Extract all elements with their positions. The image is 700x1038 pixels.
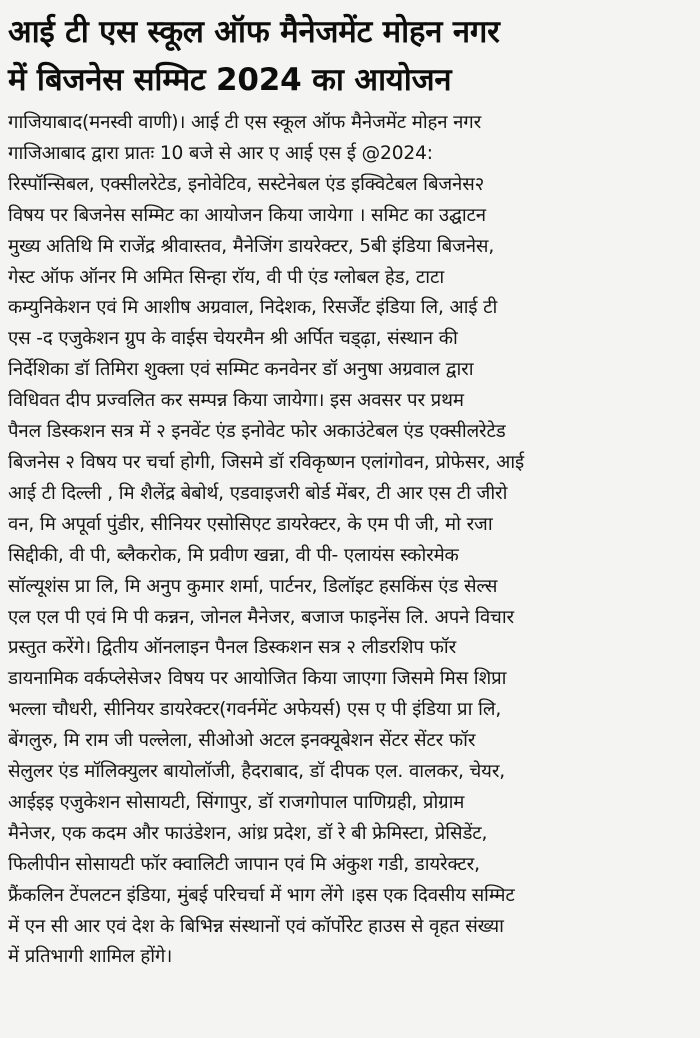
article-line: बेंगलुरु, मि राम जी पल्लेला, सीओओ अटल इनक्यूबेशन सेंटर सेंटर फॉर: [8, 730, 476, 752]
article-line: विधिवत दीप प्रज्वलित कर सम्पन्न किया जायेगा। इस अवसर पर प्रथम: [8, 390, 464, 412]
article-line: पैनल डिस्कशन सत्र में २ इनवेंट एंड इनोवेट फोर अकाउंटेबल एंड एक्सीलरेटेड: [8, 421, 506, 443]
article-line: रिस्पॉन्सिबल, एक्सीलरेटेड, इनोवेटिव, सस्टेनेबल एंड इक्विटेबल बिजनेस२: [8, 173, 485, 195]
article-line: में प्रतिभागी शामिल होंगे।: [8, 946, 173, 968]
article-line: फिलीपीन सोसायटी फॉर क्वालिटी जापान एवं मि अंकुश गडी, डायरेक्टर,: [8, 853, 480, 875]
article-line: बिजनेस २ विषय पर चर्चा होगी, जिसमे डॉ रविकृष्णन एलांगोवन, प्रोफेसर, आई: [8, 451, 524, 473]
article-line: प्रस्तुत करेंगे। द्वितीय ऑनलाइन पैनल डिस्कशन सत्र २ लीडरशिप फॉर: [8, 637, 457, 659]
article-line: गेस्ट ऑफ ऑनर मि अमित सिन्हा रॉय, वी पी एंड ग्लोबल हेड, टाटा: [8, 266, 445, 288]
article-line: आईइइ एजुकेशन सोसायटी, सिंगापुर, डॉ राजगोपाल पाणिग्रही, प्रोग्राम: [8, 791, 465, 813]
headline: [8, 0, 690, 104]
article-line: सेलुलर एंड मॉलिक्युलर बायोलॉजी, हैदराबाद, डॉ दीपक एल. वालकर, चेयर,: [8, 761, 506, 783]
article-line: फ्रैंकलिन टेंपलटन इंडिया, मुंबई परिचर्चा में भाग लेंगे ।इस एक दिवसीय सम्मिट: [8, 884, 515, 906]
article-line: आई टी दिल्ली , मि शैलेंद्र बेबोर्थ, एडवाइजरी बोर्ड मेंबर, टी आर एस टी जीरो: [8, 482, 508, 504]
article-line: कम्युनिकेशन एवं मि आशीष अग्रवाल, निदेशक, रिसर्जेंट इंडिया लि, आई टी: [8, 297, 498, 319]
article-line: निर्देशिका डॉ तिमिरा शुक्ला एवं सम्मिट कनवेनर डॉ अनुषा अग्रवाल द्वारा: [8, 359, 474, 381]
article-line: एस -द एजुकेशन ग्रुप के वाईस चेयरमैन श्री अर्पित चड्ढ़ा, संस्थान की: [8, 328, 458, 350]
article-line: सॉल्यूशंस प्रा लि, मि अनुप कुमार शर्मा, पार्टनर, डिलॉइट हसकिंस एंड सेल्स: [8, 575, 498, 597]
article-line: सिद्दीकी, वी पी, ब्लैकरोक, मि प्रवीण खन्ना, वी पी- एलायंस स्कोरमेक: [8, 544, 459, 566]
headline-line: में बिजनेस सम्मिट 2024 का आयोजन: [8, 62, 452, 98]
article-line: भल्ला चौधरी, सीनियर डायरेक्टर(गवर्नमेंट अफेयर्स) एस ए पी इंडिया प्रा लि,: [8, 699, 502, 721]
article-line: डायनामिक वर्कप्लेसेज२ विषय पर आयोजित किया जाएगा जिसमे मिस शिप्रा: [8, 668, 507, 690]
article-line: मुख्य अतिथि मि राजेंद्र श्रीवास्तव, मैनेजिंग डायरेक्टर, 5बी इंडिया बिजनेस,: [8, 235, 495, 257]
headline-line: आई टी एस स्कूल ऑफ मैनेजमेंट मोहन नगर: [8, 14, 500, 50]
article-line: में एन सी आर एवं देश के बिभिन्न संस्थानों एवं कॉर्पोरेट हाउस से वृहत संख्या: [8, 915, 504, 937]
article-line: गाजिआबाद द्वारा प्रातः 10 बजे से आर ए आई एस ई @2024:: [8, 142, 433, 164]
article-line: विषय पर बिजनेस सम्मिट का आयोजन किया जायेगा । समिट का उद्घाटन: [8, 204, 486, 226]
article-line: मैनेजर, एक कदम और फाउंडेशन, आंध्र प्रदेश, डॉ रे बी फ्रेमिस्टा, प्रेसिडेंट,: [8, 822, 488, 844]
article-line: गाजियाबाद(मनस्वी वाणी)। आई टी एस स्कूल ऑफ मैनेजमेंट मोहन नगर: [8, 112, 482, 133]
article-line: वन, मि अपूर्वा पुंडीर, सीनियर एसोसिएट डायरेक्टर, के एम पी जी, मो रजा: [8, 513, 493, 535]
article-line: एल एल पी एवं मि पी कन्नन, जोनल मैनेजर, बजाज फाइनेंस लि. अपने विचार: [8, 606, 514, 628]
article-body: [8, 108, 690, 973]
